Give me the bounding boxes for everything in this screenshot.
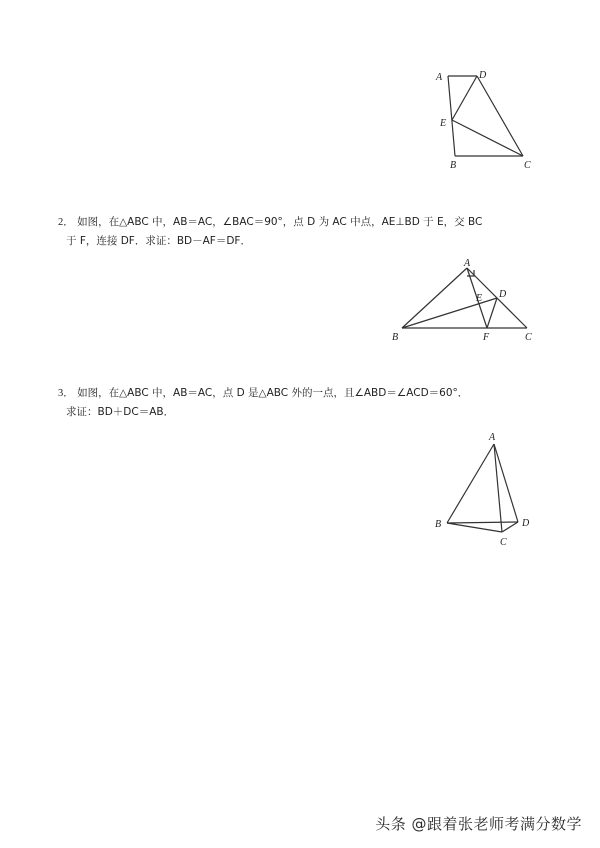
label-b: B (450, 160, 457, 171)
segment-bd (447, 522, 518, 523)
label-b: B (392, 332, 399, 343)
segment-bc (447, 523, 502, 532)
label-f: F (483, 332, 490, 343)
segment-df (487, 298, 497, 328)
label-e: E (476, 293, 483, 304)
label-d: D (479, 70, 487, 81)
label-a: A (436, 72, 443, 83)
figure-2 (392, 256, 542, 346)
label-a: A (464, 258, 471, 269)
problem-2-number: 2． (58, 217, 74, 228)
segment-bd (402, 298, 497, 328)
problem-3-line-1 (58, 384, 468, 403)
figure-3 (432, 428, 542, 550)
problem-2-text-1: 如图，在△ABC 中，AB＝AC，∠BAC＝90°，点 D 为 AC 中点，AE⊥BD 于 E，交 BC (77, 216, 483, 228)
segment-de (452, 76, 477, 120)
label-c: C (525, 332, 532, 343)
label-a: A (489, 432, 496, 443)
segment-ab (402, 268, 467, 328)
problem-3-text-1: 如图，在△ABC 中，AB＝AC，点 D 是△ABC 外的一点，且∠ABD＝∠ACD＝60°． (77, 387, 469, 399)
label-d: D (499, 289, 507, 300)
problem-2-line-2: 于 F，连接 DF．求证：BD－AF＝DF． (66, 235, 251, 247)
problem-3-line-2: 求证：BD＋DC＝AB． (66, 406, 175, 418)
problem-2-line-1 (58, 213, 482, 232)
figure-1 (430, 64, 540, 176)
label-b: B (435, 519, 442, 530)
problem-3-number: 3． (58, 388, 74, 399)
label-e: E (440, 118, 447, 129)
label-c: C (500, 537, 507, 548)
segment-dc (502, 522, 518, 532)
problem-3 (58, 384, 468, 421)
label-d: D (522, 518, 530, 529)
segment-ab (447, 444, 494, 523)
problem-2 (58, 213, 482, 250)
label-c: C (524, 160, 531, 171)
watermark-text: 头条 @跟着张老师考满分数学 (375, 815, 582, 833)
